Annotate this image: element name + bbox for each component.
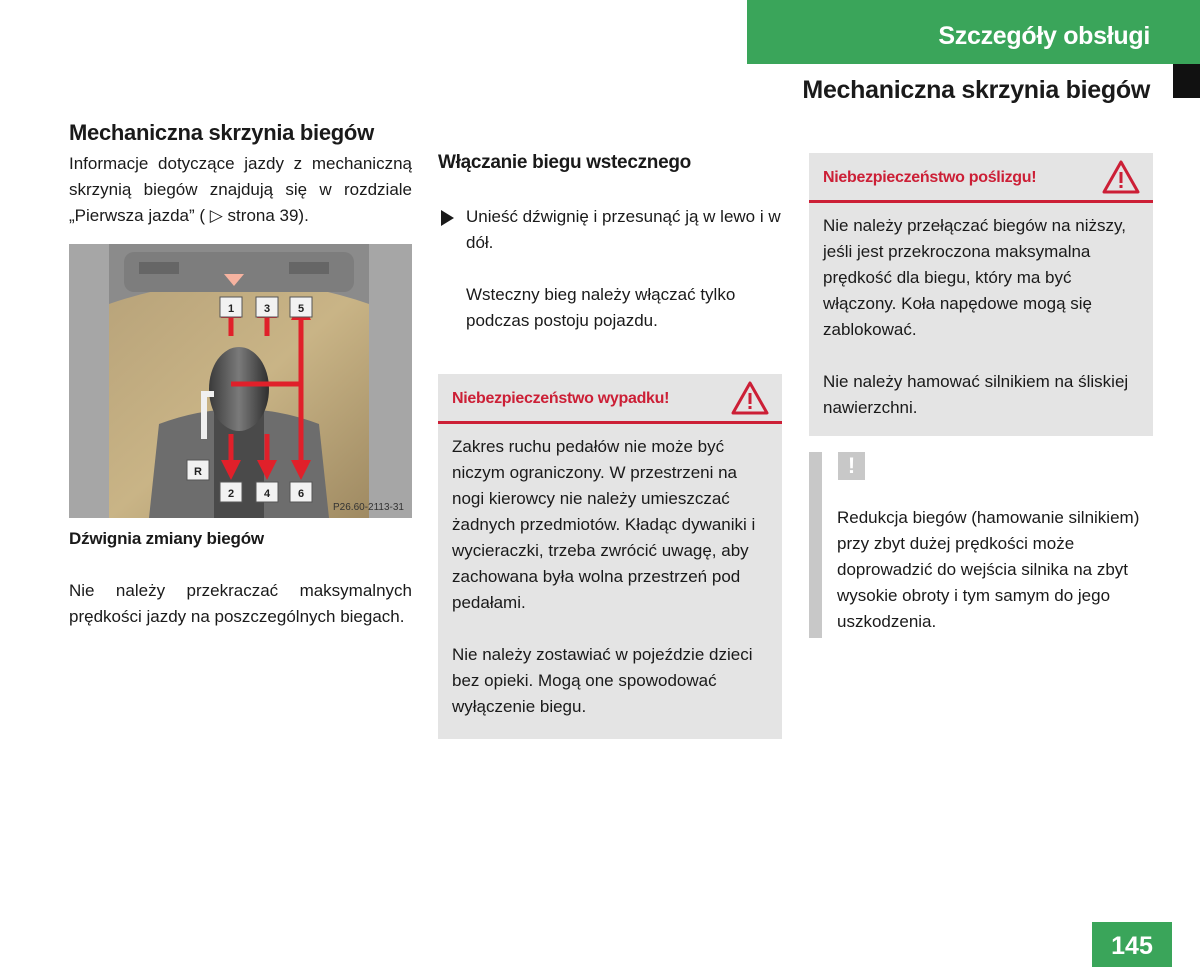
- left-heading: Mechaniczna skrzynia biegów: [69, 120, 374, 145]
- figure-caption: Dźwignia zmiany biegów: [69, 529, 264, 548]
- reverse-note-text: Wsteczny bieg należy włączać tylko podczas postoju pojazdu.: [466, 285, 736, 330]
- step-bullet-icon: [441, 210, 454, 226]
- intro-paragraph: Informacje dotyczące jazdy z mechaniczną skrzynią biegów znajdują się w rozdziale „Pierwsza jazda” ( ▷ strona 39).: [69, 154, 412, 225]
- note-side-bar: [809, 452, 822, 638]
- max-speed-paragraph: Nie należy przekraczać maksymalnych prędkości jazdy na poszczególnych biegach.: [69, 581, 412, 626]
- reverse-note: [438, 282, 782, 334]
- gear-label-5: 5: [297, 303, 305, 315]
- step-text: Unieść dźwignię i przesunąć ją w lewo i w dół.: [466, 207, 781, 252]
- instruction-step: [438, 204, 782, 256]
- skid-warning-box: [809, 153, 1153, 436]
- accident-warning-text-1: Zakres ruchu pedałów nie może być niczym ograniczony. W przestrzeni na nogi kierowcy nie należy umieszczać żadnych przedmiotów. Kładąc dywaniki i wycieraczki, trzeba zwrócić uwagę, aby zachowana była wolna przestrzeń pod pedałami.: [452, 437, 756, 612]
- gear-label-3: 3: [263, 303, 271, 315]
- gear-label-2: 2: [227, 488, 235, 500]
- thumb-index-tab: [1173, 64, 1200, 98]
- gear-label-4: 4: [263, 488, 271, 500]
- skid-warning-header: [809, 153, 1153, 203]
- section-title: Mechaniczna skrzynia biegów: [802, 76, 1150, 104]
- skid-warning-text-2: Nie należy hamować silnikiem na śliskiej nawierzchni.: [823, 372, 1129, 417]
- accident-warning-header: [438, 374, 782, 424]
- exclamation-icon: !: [838, 452, 865, 480]
- figure-code: P26.60-2113-31: [333, 502, 404, 513]
- accident-warning-title: Niebezpieczeństwo wypadku!: [452, 390, 670, 407]
- skid-warning-text-1: Nie należy przełączać biegów na niższy, jeśli jest przekroczona maksymalna prędkość dla biegu, który ma być włączony. Koła napędowe mogą się zablokować.: [823, 216, 1126, 339]
- skid-warning-title: Niebezpieczeństwo poślizgu!: [823, 169, 1037, 186]
- chapter-header-bar: [747, 0, 1200, 64]
- page-number-box: [1092, 922, 1172, 967]
- reverse-gear-heading: Włączanie biegu wstecznego: [438, 152, 691, 173]
- chapter-title: Szczegóły obsługi: [938, 22, 1150, 50]
- gear-label-6: 6: [297, 488, 305, 500]
- gear-label-1: 1: [227, 303, 235, 315]
- accident-warning-box: [438, 374, 782, 739]
- warning-triangle-icon: [730, 380, 770, 416]
- note-text: Redukcja biegów (hamowanie silnikiem) przy zbyt dużej prędkości może doprowadzić do wejścia silnika na zbyt wysokie obroty i tym samym do jego uszkodzenia.: [837, 508, 1140, 631]
- gear-label-r: R: [194, 466, 202, 478]
- page-number: 145: [1111, 932, 1153, 960]
- accident-warning-text-2: Nie należy zostawiać w pojeździe dzieci bez opieki. Mogą one spowodować wyłączenie biegu.: [452, 645, 753, 716]
- warning-triangle-icon: [1101, 159, 1141, 195]
- gear-lever-figure: [69, 244, 412, 518]
